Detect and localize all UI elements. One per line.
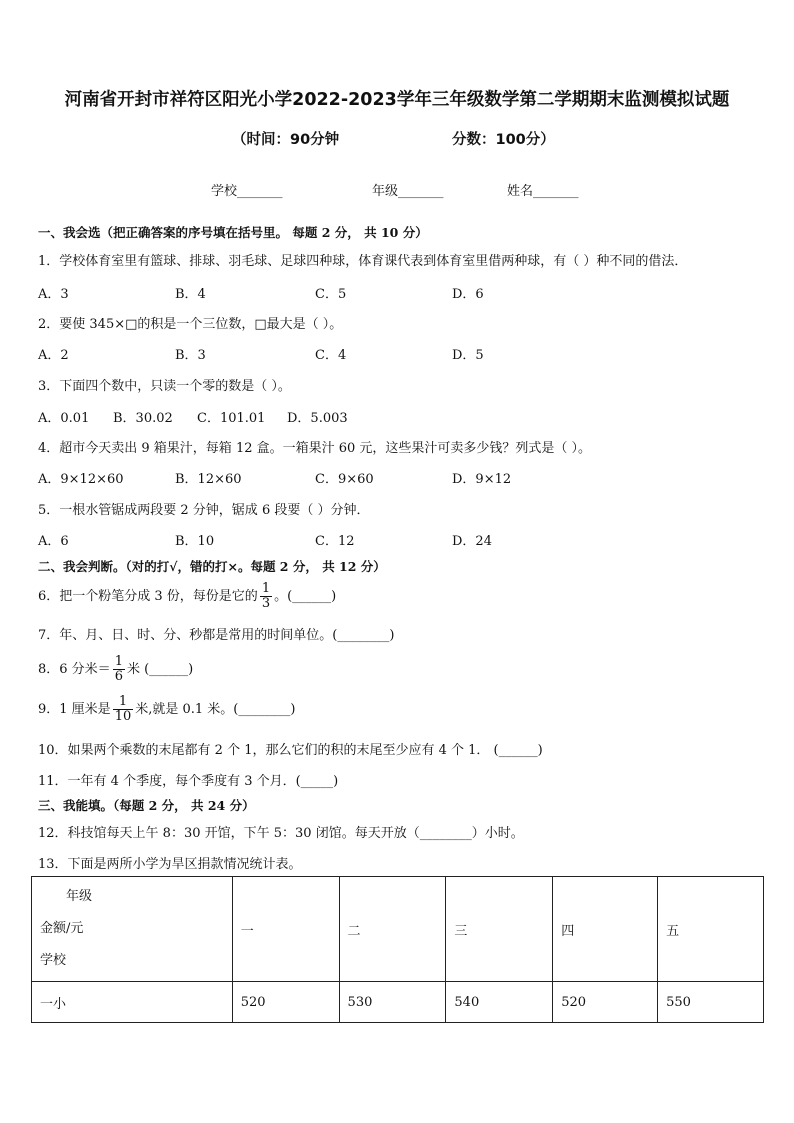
table-cell: 520 — [553, 982, 658, 1023]
q4-option-d[interactable]: D．9×12 — [452, 472, 512, 487]
donation-table — [31, 876, 764, 1023]
table-header-row — [32, 877, 764, 982]
question-9 — [38, 693, 295, 727]
fraction-numerator: 1 — [113, 695, 134, 710]
question-8 — [38, 653, 193, 687]
name-field[interactable]: 姓名_______ — [507, 184, 579, 199]
question-5: 5．一根水管锯成两段要 2 分钟，锯成 6 段要（ ）分钟． — [38, 503, 370, 518]
grade-field[interactable]: 年级_______ — [372, 184, 444, 199]
row-school-label: 一小 — [32, 982, 233, 1023]
q2-option-a[interactable]: A．2 — [38, 348, 69, 363]
q4-option-a[interactable]: A．9×12×60 — [38, 472, 124, 487]
section-heading-judge: 二、我会判断。（对的打√，错的打×。每题 2 分， 共 12 分） — [38, 559, 386, 574]
q1-option-c[interactable]: C．5 — [315, 287, 347, 302]
q3-option-b[interactable]: B．30.02 — [113, 411, 173, 426]
question-13: 13．下面是两所小学为旱区捐款情况统计表。 — [38, 857, 302, 872]
question-11[interactable]: 11．一年有 4 个季度，每个季度有 3 个月．(_____) — [38, 774, 339, 789]
corner-label-amount: 金额/元 — [40, 921, 84, 936]
table-cell: 540 — [446, 982, 553, 1023]
question-4: 4．超市今天卖出 9 箱果汁，每箱 12 盒。一箱果汁 60 元，这些果汁可卖多少钱？列式是（ ）。 — [38, 441, 592, 456]
fraction-one-sixth — [113, 655, 125, 683]
fraction-numerator: 1 — [261, 581, 271, 597]
q2-option-d[interactable]: D．5 — [452, 348, 484, 363]
q5-option-b[interactable]: B．10 — [175, 534, 215, 549]
question-1: 1．学校体育室里有篮球、排球、羽毛球、足球四种球，体育课代表到体育室里借两种球，有（ ）种不同的借法． — [38, 254, 688, 269]
table-cell: 530 — [339, 982, 446, 1023]
page-title: 河南省开封市祥符区阳光小学2022-2023学年三年级数学第二学期期末监测模拟试题 — [64, 90, 730, 110]
column-header: 三 — [446, 877, 553, 982]
question-10[interactable]: 10．如果两个乘数的末尾都有 2 个 1，那么它们的积的末尾至少应有 4 个 1． (______) — [38, 743, 543, 758]
q8-text-before: 8．6 分米＝ — [38, 662, 111, 677]
q5-option-c[interactable]: C．12 — [315, 534, 355, 549]
exam-score: 分数：100分） — [452, 132, 555, 148]
corner-label-school: 学校 — [40, 953, 67, 968]
q3-option-d[interactable]: D．5.003 — [287, 411, 348, 426]
corner-label-grade: 年级 — [66, 889, 93, 904]
q1-option-b[interactable]: B．4 — [175, 287, 206, 302]
table-corner-header — [32, 877, 233, 982]
question-12[interactable]: 12．科技馆每天上午 8：30 开馆，下午 5：30 闭馆。每天开放（________）小时。 — [38, 826, 524, 841]
column-header: 一 — [232, 877, 339, 982]
question-6 — [38, 580, 336, 614]
exam-time: （时间：90分钟 — [232, 132, 340, 148]
table-row — [32, 982, 764, 1023]
q2-option-b[interactable]: B．3 — [175, 348, 206, 363]
q3-option-a[interactable]: A．0.01 — [38, 411, 90, 426]
q3-option-c[interactable]: C．101.01 — [197, 411, 266, 426]
q2-option-c[interactable]: C．4 — [315, 348, 347, 363]
q5-option-d[interactable]: D．24 — [452, 534, 492, 549]
question-2: 2．要使 345×□的积是一个三位数，□最大是（ ）。 — [38, 317, 343, 332]
question-7[interactable]: 7．年、月、日、时、分、秒都是常用的时间单位。(________) — [38, 628, 395, 643]
q4-option-c[interactable]: C．9×60 — [315, 472, 374, 487]
fraction-numerator: 1 — [114, 654, 123, 670]
section-heading-fill: 三、我能填。（每题 2 分， 共 24 分） — [38, 798, 255, 813]
fraction-one-tenth — [113, 695, 134, 723]
q5-option-a[interactable]: A．6 — [38, 534, 69, 549]
section-heading-choice: 一、我会选（把正确答案的序号填在括号里。 每题 2 分， 共 10 分） — [38, 225, 428, 240]
q9-answer-blank[interactable]: 米,就是 0.1 米。(________) — [135, 702, 296, 717]
question-3: 3．下面四个数中，只读一个零的数是（ ）。 — [38, 379, 291, 394]
fraction-denominator: 10 — [114, 709, 132, 724]
q1-option-a[interactable]: A．3 — [38, 287, 69, 302]
q6-text-before: 6．把一个粉笔分成 3 份，每份是它的 — [38, 589, 258, 604]
fraction-denominator: 6 — [114, 669, 123, 684]
q8-answer-blank[interactable]: 米 (______) — [126, 662, 194, 677]
table-cell: 520 — [232, 982, 339, 1023]
column-header: 二 — [339, 877, 446, 982]
column-header: 四 — [553, 877, 658, 982]
school-field[interactable]: 学校_______ — [211, 184, 283, 199]
q1-option-d[interactable]: D．6 — [452, 287, 484, 302]
table-cell: 550 — [658, 982, 764, 1023]
q6-answer-blank[interactable]: 。(______) — [274, 589, 337, 604]
fraction-one-third — [260, 582, 272, 610]
q4-option-b[interactable]: B．12×60 — [175, 472, 242, 487]
fraction-denominator: 3 — [261, 596, 271, 611]
column-header: 五 — [658, 877, 764, 982]
q9-text-before: 9．1 厘米是 — [38, 702, 111, 717]
